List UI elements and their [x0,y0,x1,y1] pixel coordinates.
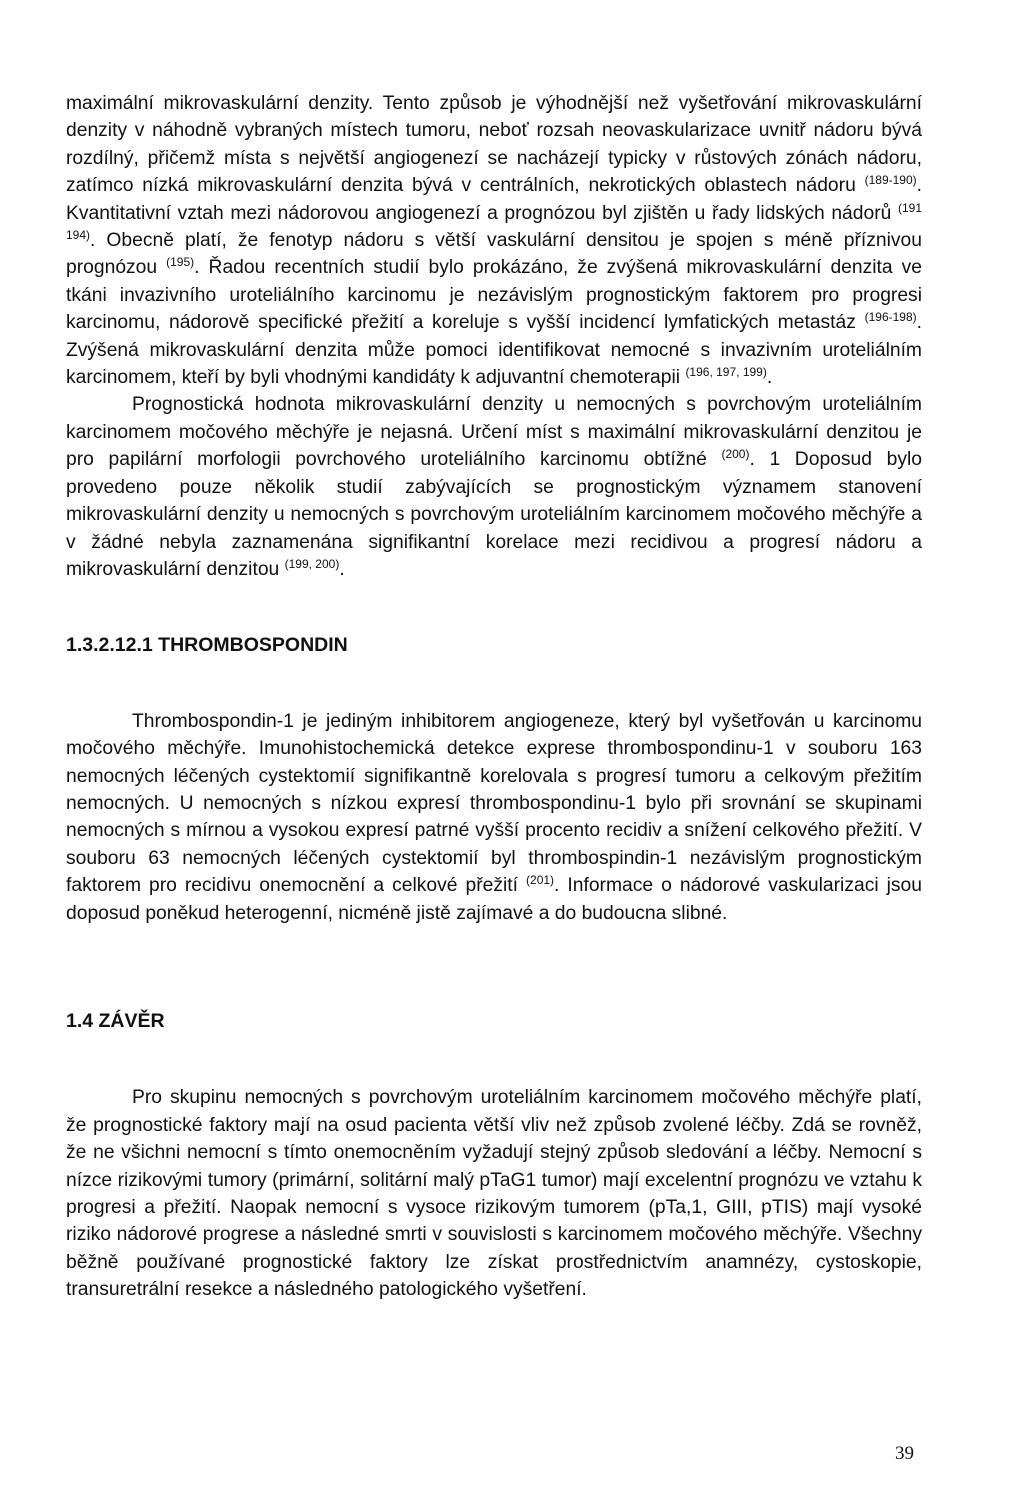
citation-ref: (201) [526,873,555,888]
paragraph-text: Prognostická hodnota mikrovaskulární denzity u nemocných s povrchovým uroteliálním karcinomem močového měchýře je nejasná. Určení míst s maximální mikrovaskulární denzitou je pro papilární morfologii povrchového uroteliálního karcinomu obtížné [66,394,922,471]
paragraph-text: maximální mikrovaskulární denzity. Tento způsob je výhodnější než vyšetřování mikrovaskulární denzity v náhodně vybraných místech tumoru, neboť rozsah neovaskularizace uvnitř nádoru bývá rozdílný, přičemž místa s největší angiogenezí se nacházejí typicky v růstových zónách nádoru, zatímco nízká mikrovaskulární denzita bývá v centrálních, nekrotických oblastech nádoru [66,93,922,197]
citation-ref: (195) [166,255,195,270]
paragraph-text: . [766,367,773,389]
section-heading-thrombospondin: 1.3.2.12.1 THROMBOSPONDIN [66,634,348,657]
paragraph-prognostic-value [66,391,922,583]
document-page [66,90,922,1304]
paragraph-text: Thrombospondin-1 je jediným inhibitorem angiogeneze, který byl vyšetřován u karcinomu močového měchýře. Imunohistochemická detekce exprese thrombospondinu-1 v souboru 163 nemocných léčených cystektomií signifikantně korelovala s progresí tumoru a celkovým přežitím nemocných. U nemocných s nízkou expresí thrombospondinu-1 bylo při srovnání se skupinami nemocných s mírnou a vysokou expresí patrné vyšší procento recidiv a snížení celkového přežití. V souboru 63 nemocných léčených cystektomií byl thrombospindin-1 nezávislým prognostickým faktorem pro recidivu onemocnění a celkové přežití [66,710,922,897]
citation-ref: (200) [721,447,750,462]
section-heading-conclusion: 1.4 ZÁVĚR [66,1009,165,1032]
paragraph-text: . Informace o nádorové vaskularizaci jsou doposud poněkud heterogenní, nicméně jistě zajímavé a do budoucna slibné. [66,875,922,924]
citation-ref: (199, 200) [284,556,340,571]
paragraph-text: . Obecně platí, že fenotyp nádoru s větší vaskulární densitou je spojen s méně příznivou prognózou [66,230,922,279]
paragraph-text: Pro skupinu nemocných s povrchovým uroteliálním karcinomem močového měchýře platí, že prognostické faktory mají na osud pacienta větší vliv než způsob zvolené léčby. Zdá se rovněž, že ne všichni nemocní s tímto onemocněním vyžadují stejný způsob sledování a léčby. Nemocní s nízce rizikovými tumory (primární, solitární malý pTaG1 tumor) mají excelentní prognózu ve vztahu k progresi a přežití. Naopak nemocní s vysoce rizikovým tumorem (pTa,1, GIII, pTIS) mají vysoké riziko nádorové progrese a následné smrti v souvislosti s karcinomem močového měchýře. Všechny běžně používané prognostické faktory lze získat prostřednictvím anamnézy, cystoskopie, transuretrální resekce a následného patologického vyšetření. [66,1087,922,1301]
paragraph-microvascular-density [66,90,922,391]
citation-ref: (196-198) [864,310,917,325]
citation-ref: (189-190) [864,173,917,188]
page-number: 39 [895,1443,914,1464]
citation-ref: (196, 197, 199) [685,365,767,380]
paragraph-conclusion [66,1084,922,1303]
paragraph-text: . 1 Doposud bylo provedeno pouze několik studií zabývajících se prognostickým významem stanovení mikrovaskulární denzity u nemocných s povrchovým uroteliálním karcinomem močového měchýře a v žádné nebyla zaznamenána signifikantní korelace mezi recidivou a progresí nádoru a mikrovaskulární denzitou [66,449,922,580]
paragraph-text: . [339,558,345,580]
paragraph-text: . Zvýšená mikrovaskulární denzita může pomoci identifikovat nemocné s invazivním uroteliálním karcinomem, kteří by byli vhodnými kandidáty k adjuvantní chemoterapii [66,312,922,389]
paragraph-thrombospondin [66,708,922,927]
paragraph-text: . Kvantitativní vztah mezi nádorovou angiogenezí a prognózou byl zjištěn u řady lidských nádorů [66,175,922,224]
citation-ref: (191 194) [66,200,922,243]
paragraph-text: . Řadou recentních studií bylo prokázáno, že zvýšená mikrovaskulární denzita ve tkáni invazivního uroteliálního karcinomu je nezávislým prognostickým faktorem pro progresi karcinomu, nádorově specifické přežití a koreluje s vyšší incidencí lymfatických metastáz [66,257,922,334]
